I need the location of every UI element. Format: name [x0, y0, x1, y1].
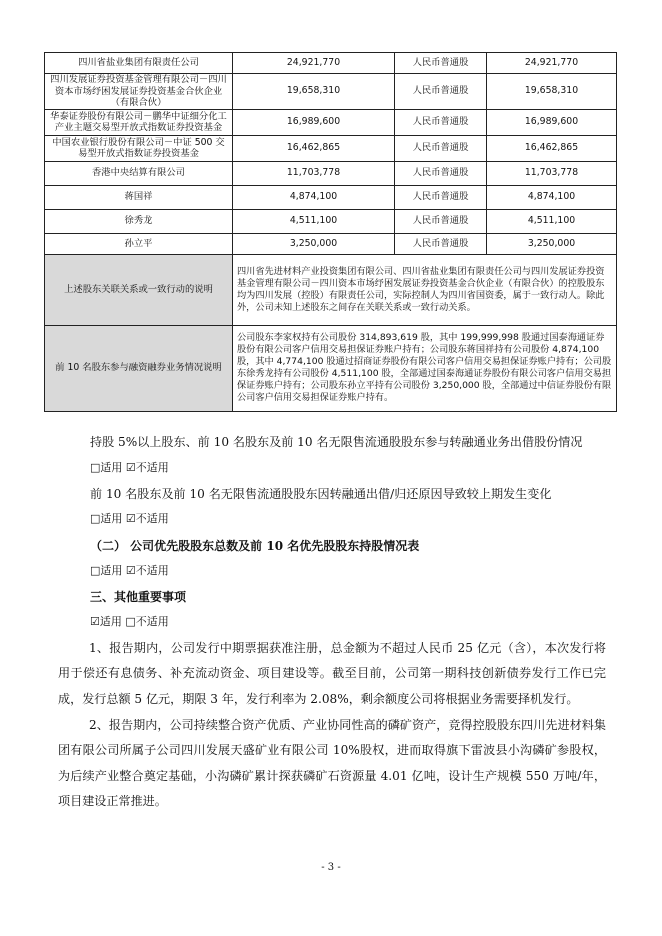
share-amount: 19,658,310 [233, 74, 395, 110]
margin-trading-label: 前 10 名股东参与融资融券业务情况说明 [45, 325, 233, 411]
share-type: 人民币普通股 [395, 185, 487, 209]
preferred-applicability: □适用 ☑不适用 [90, 564, 169, 577]
shareholder-name: 香港中央结算有限公司 [45, 161, 233, 185]
shareholder-name: 四川省盐业集团有限责任公司 [45, 53, 233, 74]
lending-title: 持股 5%以上股东、前 10 名股东及前 10 名无限售流通股股东参与转融通业务出借股份情况 [90, 435, 583, 449]
share-type: 人民币普通股 [395, 74, 487, 110]
table-row [45, 185, 617, 209]
paragraph-2: 2、报告期内，公司持续整合资产优质、产业协同性高的磷矿资产，竞得控股股东四川先进材料集团有限公司所属子公司四川发展天盛矿业有限公司 10%股权，进而取得旗下雷波县小沟磷矿参股权，为后续产业整合奠定基础，小沟磷矿累计探获磷矿石资源量 4.01 亿吨，设计生产规模 550 万吨/年，项目建设正常推进。 [58, 718, 606, 808]
share-count: 19,658,310 [487, 74, 617, 110]
share-amount: 11,703,778 [233, 161, 395, 185]
page-number: - 3 - [321, 862, 341, 873]
table-row [45, 161, 617, 185]
share-amount: 24,921,770 [233, 53, 395, 74]
shareholder-name: 中国农业银行股份有限公司－中证 500 交易型开放式指数证券投资基金 [45, 135, 233, 161]
share-count: 4,874,100 [487, 185, 617, 209]
table-row [45, 233, 617, 254]
margin-trading-row [45, 325, 617, 411]
shareholder-name: 徐秀龙 [45, 209, 233, 233]
share-amount: 16,989,600 [233, 109, 395, 135]
other-matters-heading: 三、其他重要事项 [90, 590, 187, 604]
share-amount: 3,250,000 [233, 233, 395, 254]
share-count: 16,989,600 [487, 109, 617, 135]
share-amount: 4,511,100 [233, 209, 395, 233]
preferred-shares-heading: （二） 公司优先股股东总数及前 10 名优先股股东持股情况表 [90, 539, 420, 553]
shareholder-name: 华泰证券股份有限公司－鹏华中证细分化工产业主题交易型开放式指数证券投资基金 [45, 109, 233, 135]
share-type: 人民币普通股 [395, 161, 487, 185]
share-count: 4,511,100 [487, 209, 617, 233]
share-type: 人民币普通股 [395, 53, 487, 74]
share-amount: 4,874,100 [233, 185, 395, 209]
shareholder-name: 孙立平 [45, 233, 233, 254]
share-type: 人民币普通股 [395, 109, 487, 135]
lending-applicability: □适用 ☑不适用 [90, 461, 169, 474]
related-party-text: 四川省先进材料产业投资集团有限公司、四川省盐业集团有限责任公司与四川发展证券投资基金管理有限公司－四川资本市场纾困发展证券投资基金合伙企业（有限合伙）的控股股东均为四川发展（控股）有限责任公司，实际控制人为四川省国资委，属于一致行动人。除此外，公司未知上述股东之间存在关联关系或一致行动关系。 [233, 254, 617, 325]
share-count: 24,921,770 [487, 53, 617, 74]
share-amount: 16,462,865 [233, 135, 395, 161]
table-row [45, 53, 617, 74]
share-count: 3,250,000 [487, 233, 617, 254]
share-type: 人民币普通股 [395, 209, 487, 233]
share-count: 16,462,865 [487, 135, 617, 161]
share-type: 人民币普通股 [395, 135, 487, 161]
change-applicability: □适用 ☑不适用 [90, 512, 169, 525]
table-row [45, 135, 617, 161]
shareholder-name: 四川发展证券投资基金管理有限公司－四川资本市场纾困发展证券投资基金合伙企业（有限合伙） [45, 74, 233, 110]
share-type: 人民币普通股 [395, 233, 487, 254]
change-title: 前 10 名股东及前 10 名无限售流通股股东因转融通出借/归还原因导致较上期发生变化 [90, 487, 552, 501]
related-party-row [45, 254, 617, 325]
margin-trading-text: 公司股东李家权持有公司股份 314,893,619 股，其中 199,999,998 股通过国泰海通证券股份有限公司客户信用交易担保证券账户持有；公司股东蒋国祥持有公司股份 4,874,100股，其中 4,774,100 股通过招商证券股份有限公司客户信用交易担保证券账户持有；公司股东徐秀龙持有公司股份 4,511,100 股，全部通过国泰海通证券股份有限公司客户信用交易担保证券账户持有；公司股东孙立平持有公司股份 3,250,000 股，全部通过中信证券股份有限公司客户信用交易担保证券账户持有。 [233, 325, 617, 411]
share-count: 11,703,778 [487, 161, 617, 185]
shareholder-table [44, 52, 617, 412]
related-party-label: 上述股东关联关系或一致行动的说明 [45, 254, 233, 325]
paragraph-1: 1、报告期内，公司发行中期票据获准注册，总金额为不超过人民币 25 亿元（含），本次发行将用于偿还有息债务、补充流动资金、项目建设等。截至目前，公司第一期科技创新债券发行工作已完成，发行总额 5 亿元，期限 3 年，发行利率为 2.08%，剩余额度公司将根据业务需要择机发行。 [58, 641, 606, 706]
table-row [45, 109, 617, 135]
table-row [45, 74, 617, 110]
table-row [45, 209, 617, 233]
shareholder-name: 蒋国祥 [45, 185, 233, 209]
other-matters-applicability: ☑适用 □不适用 [90, 615, 169, 628]
